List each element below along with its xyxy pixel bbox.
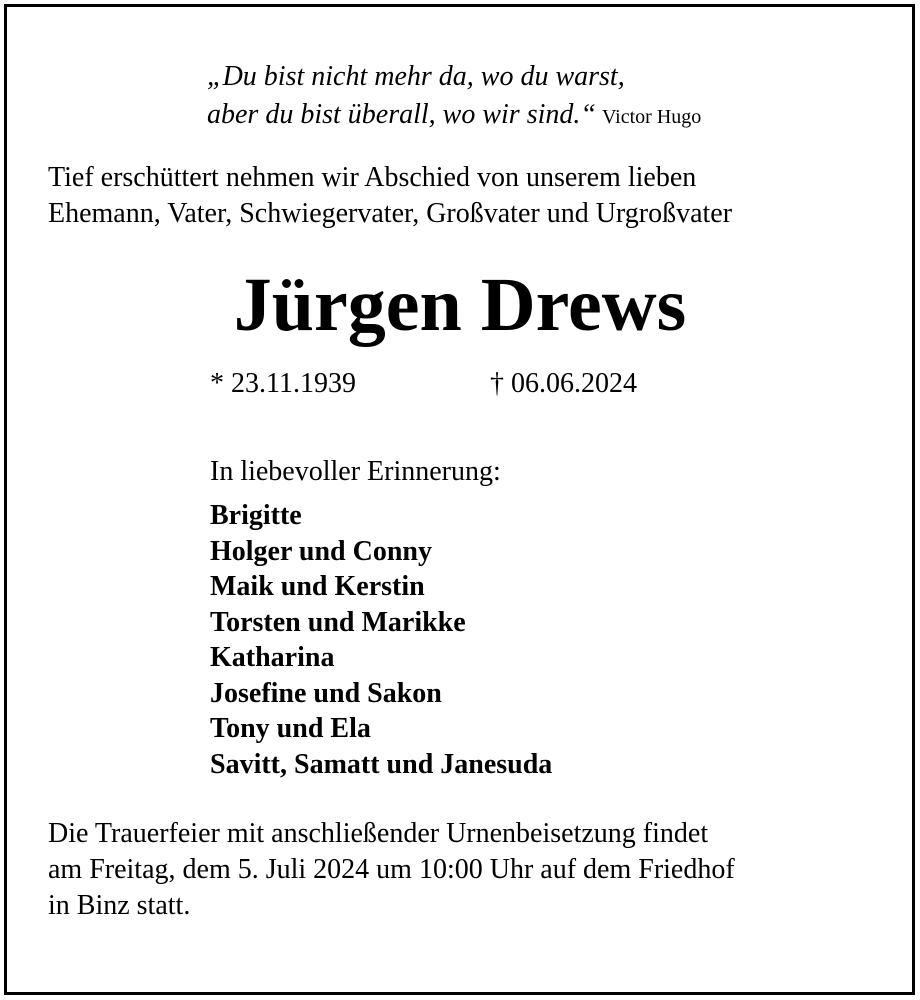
mourners-list <box>210 498 552 782</box>
birth-date: * 23.11.1939 <box>210 368 356 399</box>
intro-line-2: Ehemann, Vater, Schwiegervater, Großvater und Urgroßvater <box>48 198 733 229</box>
intro-text <box>48 160 732 232</box>
ceremony-line-2: am Freitag, dem 5. Juli 2024 um 10:00 Uhr auf dem Friedhof <box>48 854 735 885</box>
ceremony-info <box>48 816 735 924</box>
mourner-item: Josefine und Sakon <box>210 677 442 709</box>
memory-label: In liebevoller Erinnerung: <box>210 456 501 487</box>
intro-line-1: Tief erschüttert nehmen wir Abschied von unserem lieben <box>48 162 697 193</box>
deceased-name: Jürgen Drews <box>233 263 687 347</box>
ceremony-line-1: Die Trauerfeier mit anschließender Urnenbeisetzung findet <box>48 818 709 849</box>
mourner-item: Brigitte <box>210 500 302 531</box>
mourner-item: Katharina <box>210 642 335 673</box>
mourner-item: Torsten und Marikke <box>210 606 466 638</box>
mourner-item: Maik und Kerstin <box>210 571 425 602</box>
death-date: † 06.06.2024 <box>490 368 637 399</box>
mourner-item: Tony und Ela <box>210 713 371 744</box>
quote-line-1: „Du bist nicht mehr da, wo du warst, <box>207 61 625 92</box>
quote-line-2-text: aber du bist überall, wo wir sind.“ <box>207 99 596 130</box>
quote-author: Victor Hugo <box>601 106 702 128</box>
mourner-item: Holger und Conny <box>210 535 432 567</box>
quote <box>207 58 701 136</box>
quote-line-2 <box>207 96 701 136</box>
ceremony-line-3: in Binz statt. <box>48 890 191 921</box>
mourner-item: Savitt, Samatt und Janesuda <box>210 748 553 780</box>
